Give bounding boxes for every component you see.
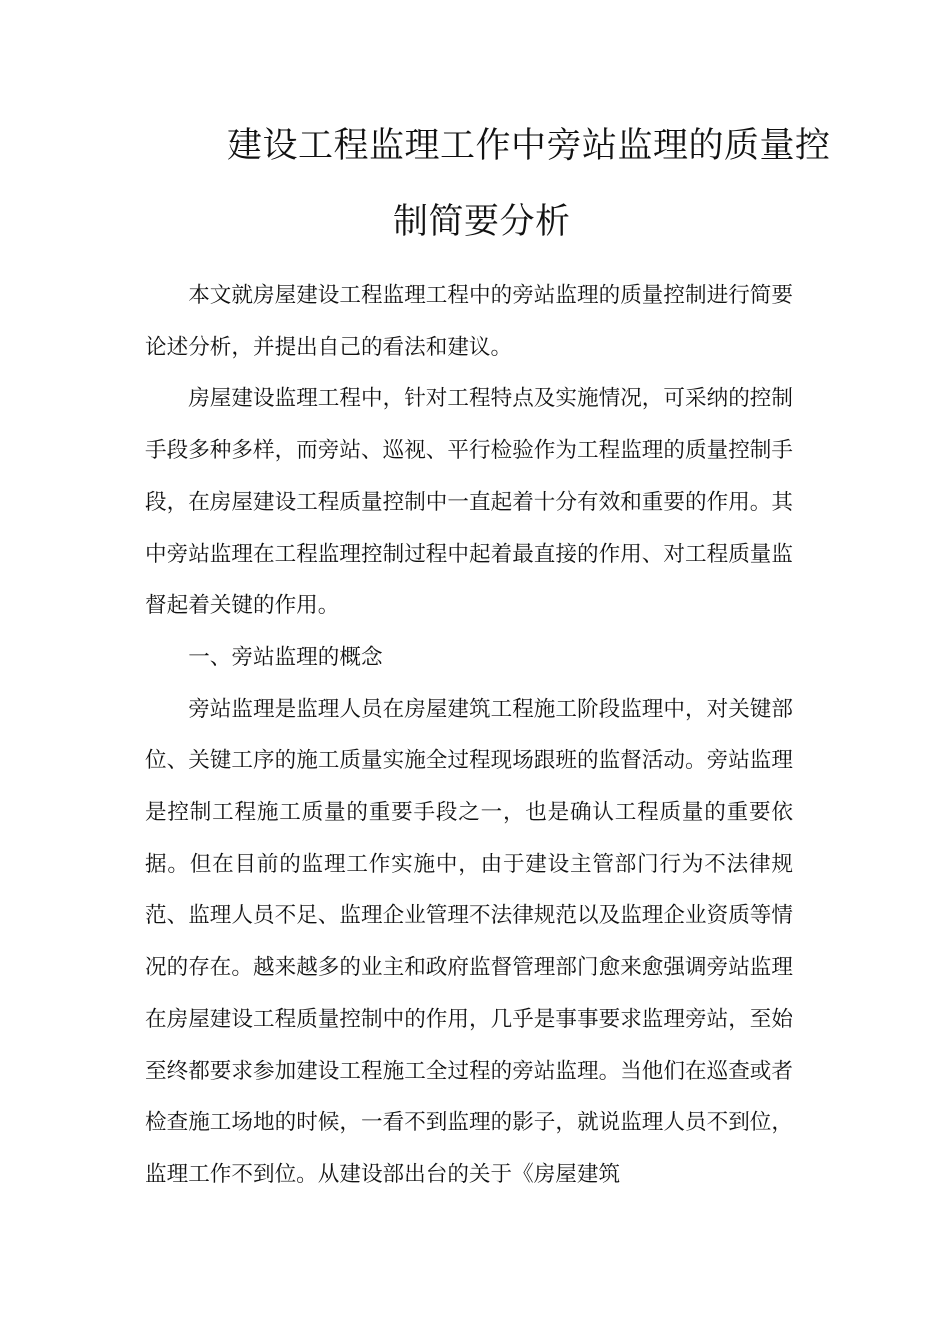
section-heading-concept: 一、旁站监理的概念 [188, 644, 383, 670]
document-title-line-1: 建设工程监理工作中旁站监理的质量控 [227, 126, 831, 166]
document-title-line-2: 制简要分析 [393, 202, 571, 242]
document-body [145, 270, 793, 1201]
paragraph-concept: 旁站监理是监理人员在房屋建筑工程施工阶段监理中，对关键部位、关键工序的施工质量实施全过程现场跟班的监督活动。旁站监理是控制工程施工质量的重要手段之一，也是确认工程质量的重要依据。但在目前的监理工作实施中，由于建设主管部门行为不法律规范、监理人员不足、监理企业管理不法律规范以及监理企业资质等情况的存在。越来越多的业主和政府监督管理部门愈来愈强调旁站监理在房屋建设工程质量控制中的作用，几乎是事事要求监理旁站，至始至终都要求参加建设工程施工全过程的旁站监理。当他们在巡查或者检查施工场地的时候，一看不到监理的影子，就说监理人员不到位，监理工作不到位。从建设部出台的关于《房屋建筑 [145, 696, 793, 1187]
paragraph-intro: 本文就房屋建设工程监理工程中的旁站监理的质量控制进行简要论述分析，并提出自己的看法和建议。 [145, 283, 793, 360]
paragraph-control-methods: 房屋建设监理工程中，针对工程特点及实施情况，可采纳的控制手段多种多样，而旁站、巡视、平行检验作为工程监理的质量控制手段，在房屋建设工程质量控制中一直起着十分有效和重要的作用。其中旁站监理在工程监理控制过程中起着最直接的作用、对工程质量监督起着关键的作用。 [145, 386, 793, 619]
